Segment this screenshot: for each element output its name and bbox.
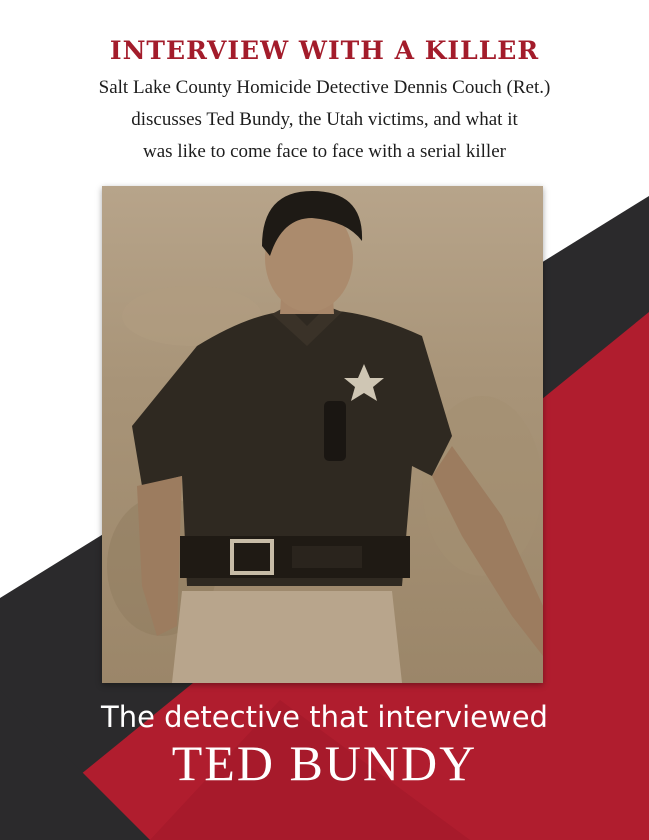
subtitle-line: was like to come face to face with a serial killer — [143, 141, 506, 162]
headline-title: INTERVIEW WITH A KILLER — [109, 36, 540, 65]
detective-figure-illustration — [102, 186, 543, 683]
detective-photo — [102, 186, 543, 683]
subject-name: TED BUNDY — [171, 735, 478, 791]
subtitle-text — [40, 72, 609, 168]
subtitle-line: discusses Ted Bundy, the Utah victims, and what it — [131, 109, 518, 130]
subtitle-line: Salt Lake County Homicide Detective Dennis Couch (Ret.) — [98, 77, 551, 98]
tagline-text: The detective that interviewed — [101, 700, 548, 734]
